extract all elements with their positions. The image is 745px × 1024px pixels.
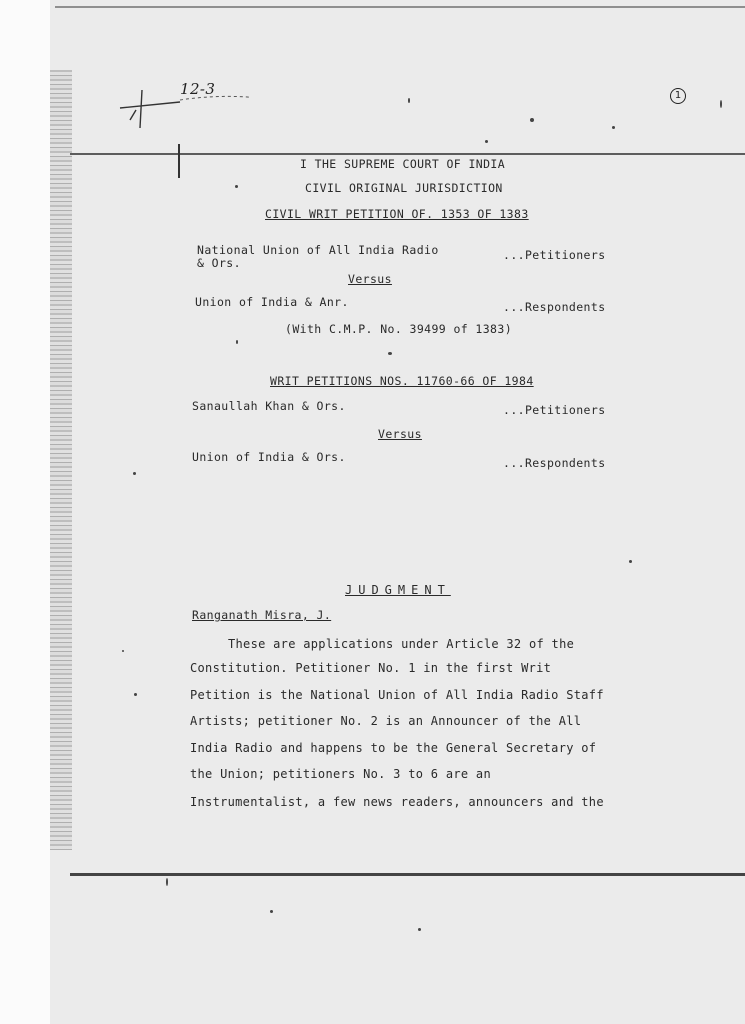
case1-title: CIVIL WRIT PETITION OF. 1353 OF 1383 [265, 207, 529, 221]
header-divider [70, 153, 745, 155]
case1-cmp: (With C.M.P. No. 39499 of 1383) [285, 322, 513, 336]
judgment-line-6: the Union; petitioners No. 3 to 6 are an [190, 767, 491, 781]
scan-speck [235, 185, 238, 188]
scan-edge-noise [50, 70, 72, 850]
judgment-line-4: Artists; petitioner No. 2 is an Announcer of the All [190, 714, 582, 728]
judgment-line-1: These are applications under Article 32 of the [228, 637, 575, 651]
scan-left-margin [0, 0, 50, 1024]
scan-speck [418, 928, 421, 931]
judgment-line-3: Petition is the National Union of All India Radio Staff [190, 688, 604, 702]
scan-speck [270, 910, 273, 913]
case2-petitioners-label: ...Petitioners [503, 403, 606, 417]
scan-speck [530, 118, 534, 122]
scan-speck [612, 126, 615, 129]
scan-speck [133, 472, 136, 475]
scan-speck [629, 560, 632, 563]
scan-speck [388, 352, 392, 355]
case2-respondent: Union of India & Ors. [192, 450, 346, 464]
top-edge-line [55, 6, 745, 8]
margin-note: 12-3 [180, 80, 216, 98]
case2-title: WRIT PETITIONS NOS. 11760-66 OF 1984 [270, 374, 534, 388]
page-number-circle: 1 [670, 88, 686, 104]
case1-petitioner-line1: National Union of All India Radio [197, 243, 439, 257]
scan-speck [408, 98, 410, 103]
judge-name: Ranganath Misra, J. [192, 608, 332, 622]
scan-speck [485, 140, 488, 143]
scan-speck [236, 340, 238, 344]
footer-divider [70, 873, 745, 876]
judgment-line-2: Constitution. Petitioner No. 1 in the first Writ [190, 661, 552, 675]
jurisdiction: CIVIL ORIGINAL JURISDICTION [305, 181, 503, 195]
case1-versus: Versus [348, 272, 392, 286]
case1-respondent: Union of India & Anr. [195, 295, 349, 309]
case2-respondents-label: ...Respondents [503, 456, 606, 470]
scan-speck [134, 693, 137, 696]
judgment-line-5: India Radio and happens to be the General Secretary of [190, 741, 597, 755]
case1-petitioners-label: ...Petitioners [503, 248, 606, 262]
case2-petitioner: Sanaullah Khan & Ors. [192, 399, 346, 413]
judgment-line-7: Instrumentalist, a few news readers, announcers and the [190, 795, 604, 809]
scan-speck [166, 878, 168, 886]
scan-speck [720, 100, 722, 108]
case1-petitioner-line2: & Ors. [197, 256, 241, 270]
margin-note-scribble [110, 80, 250, 150]
case1-respondents-label: ...Respondents [503, 300, 606, 314]
case2-versus: Versus [378, 427, 422, 441]
margin-bracket [178, 144, 184, 178]
judgment-heading: JUDGMENT [345, 583, 451, 597]
court-name: I THE SUPREME COURT OF INDIA [300, 157, 506, 171]
scan-speck [122, 650, 124, 652]
